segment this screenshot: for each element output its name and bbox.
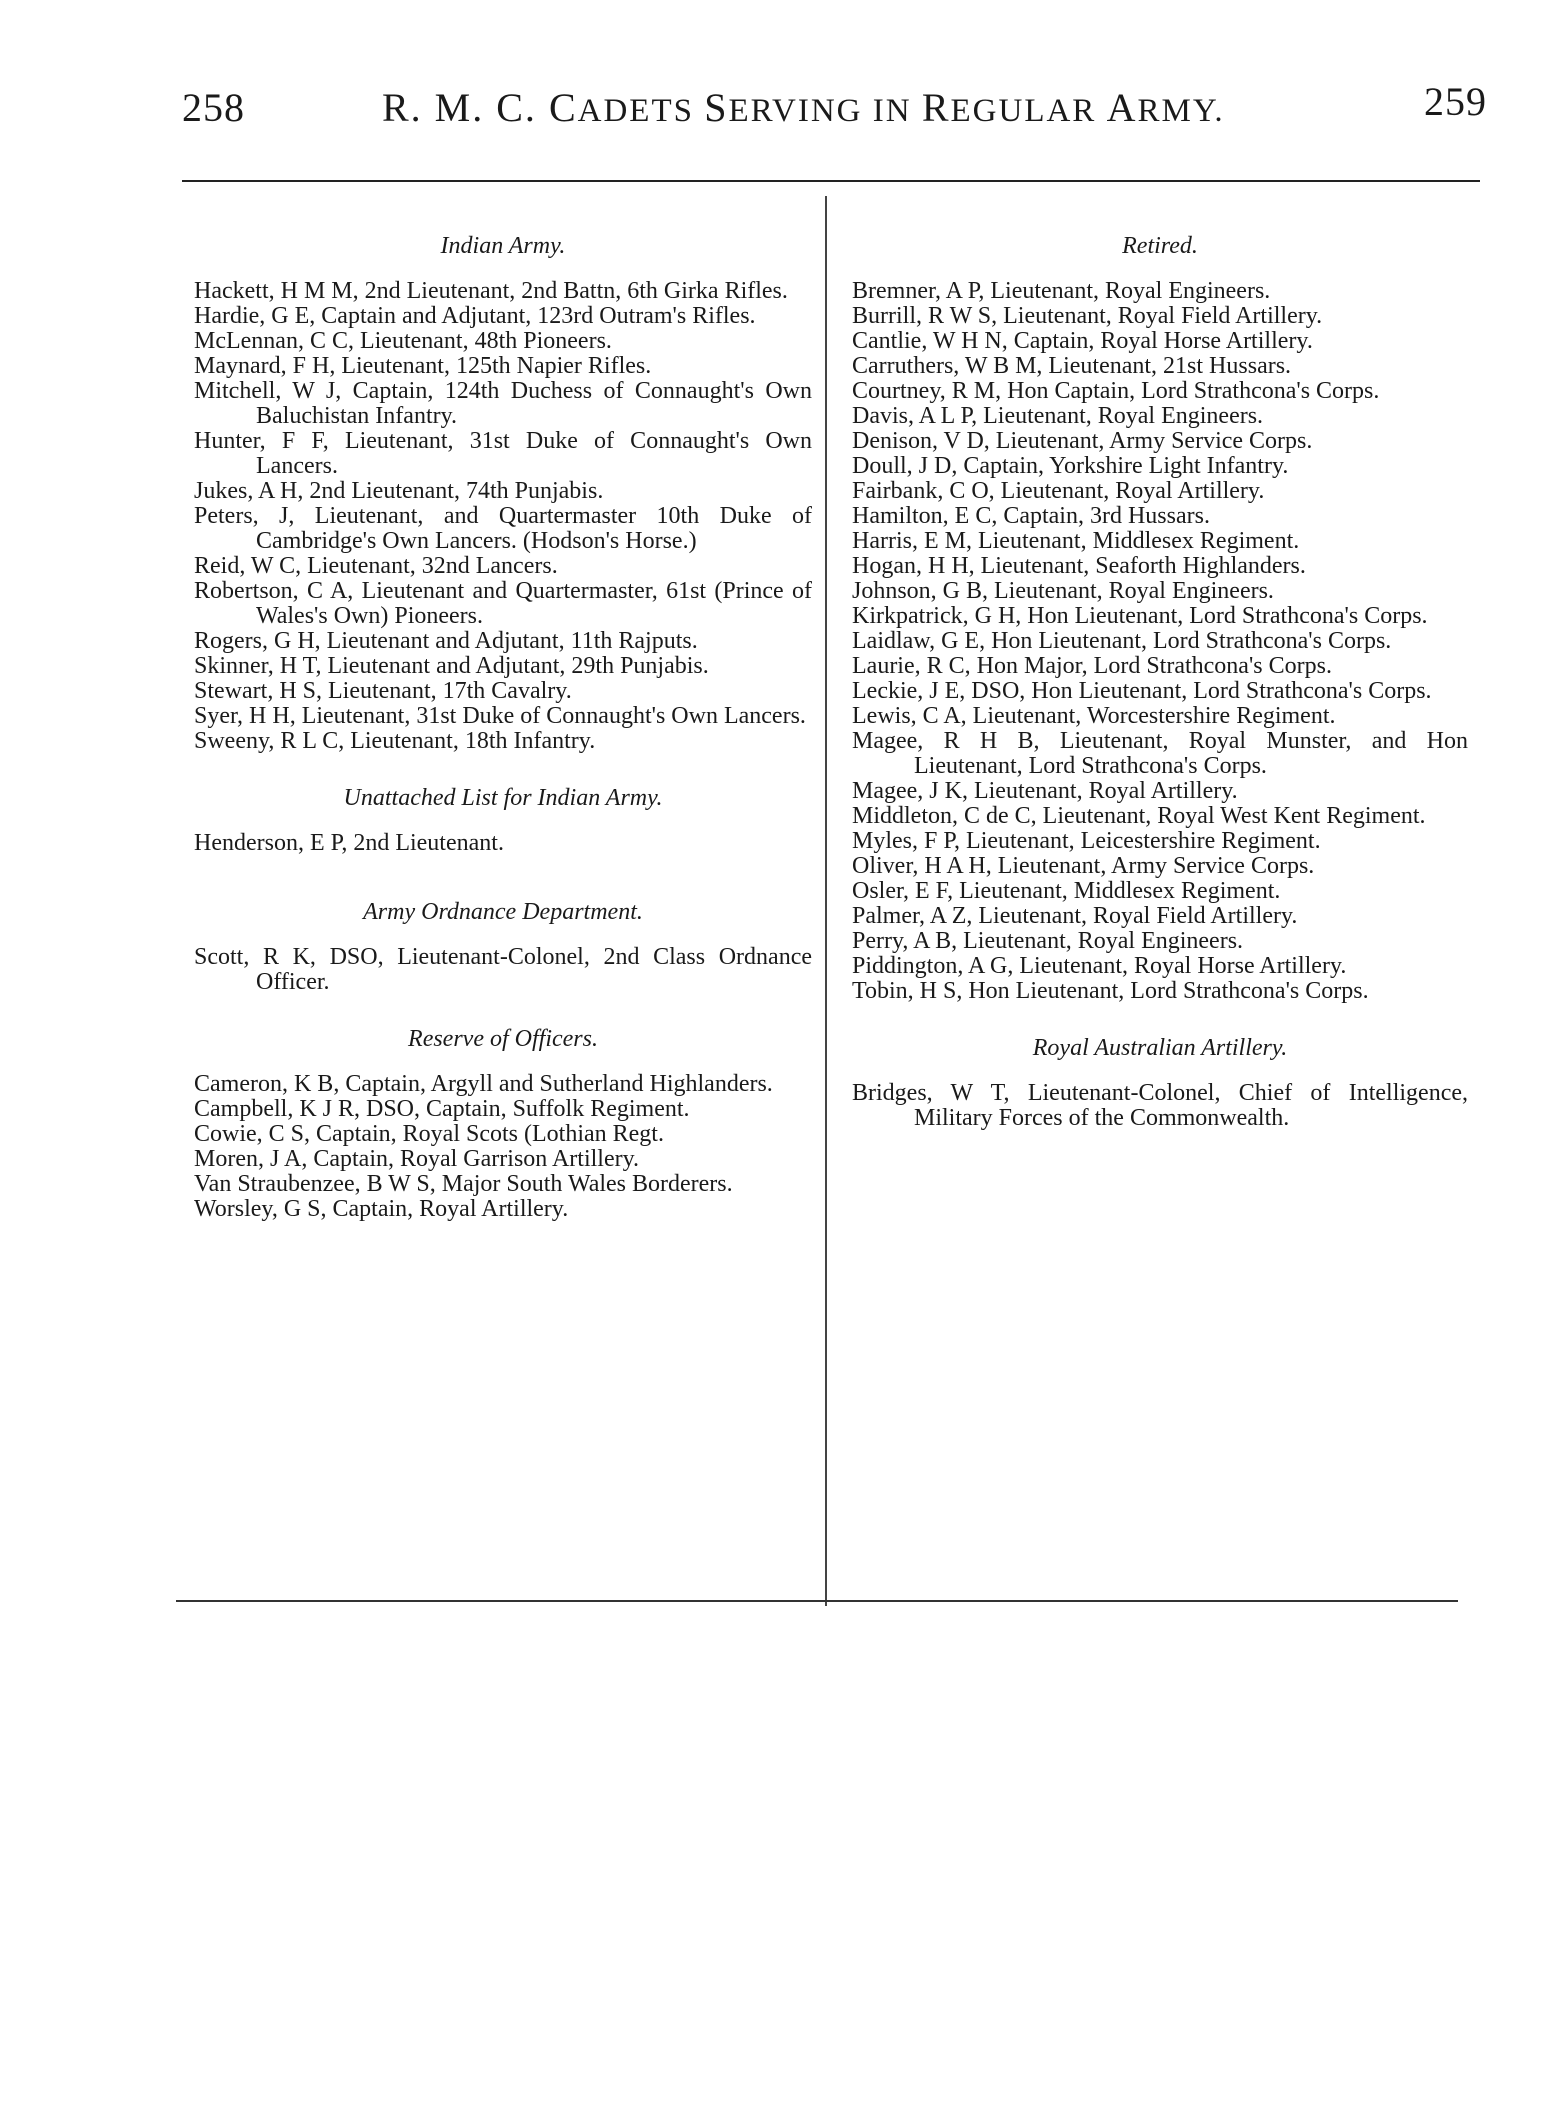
section-heading: Indian Army. (440, 233, 566, 259)
section-army-ordnance (194, 900, 812, 995)
list-entry: Harris, E M, Lieutenant, Middlesex Regiment. (852, 528, 1300, 554)
list-entry: Hackett, H M M, 2nd Lieutenant, 2nd Battn, 6th Girka Rifles. (194, 278, 788, 304)
list-entry: Bridges, W T, Lieutenant-Colonel, Chief of Intelligence, Military Forces of the Commonwealth. (852, 1080, 1468, 1131)
list-entry: Peters, J, Lieutenant, and Quartermaster 10th Duke of Cambridge's Own Lancers. (Hodson's Horse.) (194, 503, 812, 554)
list-entry: Moren, J A, Captain, Royal Garrison Artillery. (194, 1146, 640, 1172)
list-entry: Osler, E F, Lieutenant, Middlesex Regiment. (852, 878, 1281, 904)
list-entry: Magee, J K, Lieutenant, Royal Artillery. (852, 778, 1238, 804)
list-entry: Johnson, G B, Lieutenant, Royal Engineers. (852, 578, 1274, 604)
left-page-number: 258 (182, 85, 245, 130)
list-entry: Cantlie, W H N, Captain, Royal Horse Artillery. (852, 328, 1313, 354)
list-entry: Skinner, H T, Lieutenant and Adjutant, 29th Punjabis. (194, 653, 709, 679)
column-divider (825, 196, 827, 1606)
right-column (852, 234, 1468, 1145)
list-entry: Myles, F P, Lieutenant, Leicestershire Regiment. (852, 828, 1321, 854)
list-entry: Hamilton, E C, Captain, 3rd Hussars. (852, 503, 1210, 529)
list-entry: Leckie, J E, DSO, Hon Lieutenant, Lord Strathcona's Corps. (852, 678, 1432, 704)
left-column (194, 234, 812, 1236)
header-rule (182, 180, 1480, 182)
right-page-number: 259 (1424, 79, 1487, 124)
section-unattached-list (194, 786, 812, 856)
list-entry: Palmer, A Z, Lieutenant, Royal Field Artillery. (852, 903, 1298, 929)
title-word: IN (872, 93, 922, 129)
title-initials: R. M. C. (382, 85, 549, 130)
list-entry: Tobin, H S, Hon Lieutenant, Lord Strathcona's Corps. (852, 978, 1369, 1004)
list-entry: Hunter, F F, Lieutenant, 31st Duke of Connaught's Own Lancers. (194, 428, 812, 479)
section-heading: Retired. (1122, 233, 1198, 259)
list-entry: Maynard, F H, Lieutenant, 125th Napier Rifles. (194, 353, 652, 379)
footer-rule (176, 1600, 1458, 1602)
list-entry: Courtney, R M, Hon Captain, Lord Strathcona's Corps. (852, 378, 1380, 404)
list-entry: Fairbank, C O, Lieutenant, Royal Artillery. (852, 478, 1265, 504)
section-indian-army (194, 234, 812, 754)
list-entry: Denison, V D, Lieutenant, Army Service Corps. (852, 428, 1313, 454)
list-entry: Henderson, E P, 2nd Lieutenant. (194, 830, 504, 856)
list-entry: Syer, H H, Lieutenant, 31st Duke of Connaught's Own Lancers. (194, 703, 806, 729)
list-entry: Davis, A L P, Lieutenant, Royal Engineers. (852, 403, 1264, 429)
list-entry: Stewart, H S, Lieutenant, 17th Cavalry. (194, 678, 572, 704)
list-entry: Kirkpatrick, G H, Hon Lieutenant, Lord Strathcona's Corps. (852, 603, 1428, 629)
section-heading: Reserve of Officers. (408, 1026, 598, 1052)
list-entry: Cameron, K B, Captain, Argyll and Sutherland Highlanders. (194, 1071, 773, 1097)
list-entry: Oliver, H A H, Lieutenant, Army Service Corps. (852, 853, 1315, 879)
section-royal-australian-artillery (852, 1036, 1468, 1131)
page-header (0, 79, 1552, 144)
list-entry: Burrill, R W S, Lieutenant, Royal Field Artillery. (852, 303, 1323, 329)
running-title (382, 84, 1225, 131)
list-entry: Carruthers, W B M, Lieutenant, 21st Hussars. (852, 353, 1292, 379)
list-entry: Robertson, C A, Lieutenant and Quartermaster, 61st (Prince of Wales's Own) Pioneers. (194, 578, 812, 629)
title-word: REGULAR (921, 85, 1107, 130)
list-entry: Bremner, A P, Lieutenant, Royal Engineers. (852, 278, 1271, 304)
list-entry: Scott, R K, DSO, Lieutenant-Colonel, 2nd Class Ordnance Officer. (194, 944, 812, 995)
list-entry: Middleton, C de C, Lieutenant, Royal West Kent Regiment. (852, 803, 1426, 829)
list-entry: Doull, J D, Captain, Yorkshire Light Infantry. (852, 453, 1289, 479)
list-entry: Lewis, C A, Lieutenant, Worcestershire Regiment. (852, 703, 1336, 729)
list-entry: Cowie, C S, Captain, Royal Scots (Lothian Regt. (194, 1121, 664, 1147)
section-heading: Army Ordnance Department. (363, 899, 643, 925)
list-entry: McLennan, C C, Lieutenant, 48th Pioneers. (194, 328, 612, 354)
list-entry: Reid, W C, Lieutenant, 32nd Lancers. (194, 553, 558, 579)
list-entry: Campbell, K J R, DSO, Captain, Suffolk Regiment. (194, 1096, 690, 1122)
list-entry: Piddington, A G, Lieutenant, Royal Horse Artillery. (852, 953, 1347, 979)
list-entry: Laidlaw, G E, Hon Lieutenant, Lord Strathcona's Corps. (852, 628, 1392, 654)
title-word: ARMY. (1106, 85, 1225, 130)
list-entry: Laurie, R C, Hon Major, Lord Strathcona's Corps. (852, 653, 1332, 679)
list-entry: Perry, A B, Lieutenant, Royal Engineers. (852, 928, 1244, 954)
list-entry: Jukes, A H, 2nd Lieutenant, 74th Punjabis. (194, 478, 604, 504)
list-entry: Sweeny, R L C, Lieutenant, 18th Infantry. (194, 728, 596, 754)
list-entry: Hardie, G E, Captain and Adjutant, 123rd Outram's Rifles. (194, 303, 756, 329)
list-entry: Rogers, G H, Lieutenant and Adjutant, 11th Rajputs. (194, 628, 698, 654)
list-entry: Worsley, G S, Captain, Royal Artillery. (194, 1196, 569, 1222)
title-word: CADETS (548, 85, 705, 130)
list-entry: Van Straubenzee, B W S, Major South Wales Borderers. (194, 1171, 733, 1197)
section-heading: Unattached List for Indian Army. (343, 785, 663, 811)
section-heading: Royal Australian Artillery. (1032, 1035, 1288, 1061)
list-entry: Hogan, H H, Lieutenant, Seaforth Highlanders. (852, 553, 1306, 579)
list-entry: Magee, R H B, Lieutenant, Royal Munster, and Hon Lieutenant, Lord Strathcona's Corps. (852, 728, 1468, 779)
section-reserve-of-officers (194, 1027, 812, 1222)
section-retired (852, 234, 1468, 1004)
title-word: SERVING (704, 85, 873, 130)
list-entry: Mitchell, W J, Captain, 124th Duchess of Connaught's Own Baluchistan Infantry. (194, 378, 812, 429)
